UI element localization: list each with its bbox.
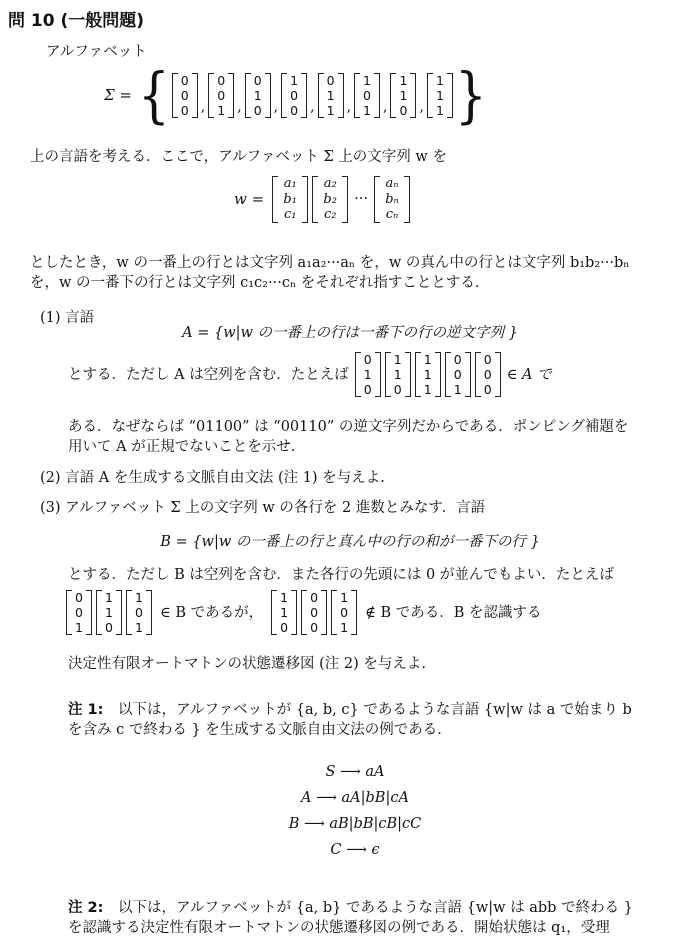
vector-entry: 1	[399, 87, 408, 103]
vector-entry: 1	[363, 102, 371, 118]
grammar-rule: B ⟶ aB|bB|cB|cC	[288, 816, 422, 832]
right-brace: }	[454, 60, 487, 130]
note1-head: 注 1:	[68, 702, 104, 718]
column-vector	[374, 176, 410, 223]
w-definition	[228, 176, 412, 223]
vector-entry: 0	[310, 590, 319, 605]
vector-entry: 1	[453, 382, 462, 397]
q3-line-2: とする．ただし B は空列を含む．また各行の先頭には 0 が並んでもよい．たとえば	[68, 567, 614, 583]
vector-entry: 0	[453, 352, 462, 367]
column-vector	[301, 590, 327, 635]
vector-entry: 1	[435, 102, 444, 118]
q3-line-1: (3) アルファベット Σ 上の文字列 w の各行を 2 進数とみなす．言語	[40, 500, 486, 516]
vector-entry: 1	[75, 620, 83, 635]
column-vector	[390, 73, 416, 118]
vector-entry: 0	[310, 605, 319, 620]
w-vector-list	[270, 176, 412, 223]
grammar-rule: C ⟶ ϵ	[330, 842, 380, 858]
column-vector	[96, 590, 122, 635]
vector-entry: 1	[393, 367, 402, 382]
vector-entry: 1	[135, 620, 143, 635]
q1-line-3: ある．なぜならば “01100” は “00110” の逆文字列だからである．ポンピング補題を	[68, 419, 629, 435]
vector-entry: 1	[423, 367, 432, 382]
column-vector	[208, 73, 234, 118]
vector-entry: 0	[290, 102, 299, 118]
comma-separator: ,	[310, 99, 315, 115]
q2-text: (2) 言語 A を生成する文脈自由文法 (注 1) を与えよ.	[40, 470, 385, 486]
q3-out-text: ∉ B である．B を認識する	[365, 604, 542, 621]
column-vector	[385, 352, 411, 397]
q3-line-4: 決定性有限オートマトンの状態遷移図 (注 2) を与えよ.	[68, 656, 426, 672]
vector-entry: 1	[340, 620, 349, 635]
vector-entry: cₙ	[385, 207, 399, 222]
vector-entry: 1	[280, 605, 289, 620]
vector-entry: 0	[253, 72, 262, 88]
column-vector	[245, 73, 271, 118]
vector-entry: 0	[310, 620, 319, 635]
q1-language-A: A = {w|w の一番上の行は一番下の行の逆文字列 }	[182, 325, 518, 341]
comma-separator: ,	[273, 99, 279, 115]
note1-line-1	[68, 700, 632, 720]
column-vector	[475, 352, 501, 397]
vector-entry: 1	[393, 352, 402, 367]
comma-separator: ,	[346, 99, 352, 115]
vector-entry: 0	[453, 367, 462, 382]
column-vector	[354, 73, 380, 118]
vector-entry: 0	[340, 605, 349, 620]
vector-entry: 0	[363, 382, 372, 397]
column-vector	[427, 73, 453, 118]
column-vector	[66, 590, 92, 635]
definition-line-1: としたとき，w の一番上の行とは文字列 a₁a₂···aₙ を，w の真ん中の行とは文字列 b₁b₂···bₙ	[30, 255, 630, 271]
q3-in-text: ∈ B であるが，	[160, 604, 264, 621]
note1-text-1: 以下は，アルファベットが {a, b, c} であるような言語 {w|w は a で始まり b	[118, 702, 632, 718]
grammar-rule: S ⟶ aA	[325, 764, 385, 780]
vector-entry: b₁	[283, 191, 297, 207]
vector-entry: 1	[363, 72, 371, 88]
vector-entry: b₂	[323, 191, 337, 207]
vector-entry: 1	[326, 102, 335, 118]
vector-entry: 0	[363, 87, 371, 103]
vector-entry: 1	[105, 605, 113, 620]
note2-head: 注 2:	[68, 900, 104, 916]
column-vector	[355, 352, 381, 397]
grammar-rule: A ⟶ aA|bB|cA	[301, 790, 409, 806]
ellipsis: ···	[354, 191, 369, 208]
q1-lead-text: とする．ただし A は空列を含む．たとえば	[68, 366, 349, 383]
column-vector	[312, 176, 348, 223]
vector-entry: 0	[253, 102, 262, 118]
comma-separator: ,	[200, 99, 206, 115]
vector-entry: 0	[75, 590, 83, 605]
intro-line: 上の言語を考える．ここで，アルファベット Σ 上の文字列 w を	[30, 149, 447, 165]
vector-entry: 1	[423, 382, 432, 397]
vector-entry: a₁	[283, 176, 297, 191]
sigma-definition	[98, 60, 487, 130]
vector-entry: 1	[363, 367, 372, 382]
vector-entry: 0	[483, 367, 492, 382]
column-vector	[281, 73, 307, 118]
vector-entry: 1	[280, 590, 289, 605]
column-vector	[445, 352, 471, 397]
vector-entry: 0	[135, 605, 143, 620]
vector-entry: c₁	[283, 207, 297, 222]
comma-separator: ,	[419, 99, 424, 115]
vector-entry: 1	[435, 72, 444, 88]
column-vector	[172, 73, 198, 118]
column-vector	[331, 590, 357, 635]
vector-entry: 0	[290, 87, 299, 103]
vector-entry: 0	[363, 352, 372, 367]
vector-entry: 1	[340, 590, 349, 605]
sigma-vector-list	[170, 73, 455, 118]
grammar-rules	[0, 762, 700, 860]
q3-example-row	[64, 590, 541, 635]
column-vector	[318, 73, 344, 118]
note2-line-2: を認識する決定性有限オートマトンの状態遷移図の例である．開始状態は q₁，受理	[68, 920, 610, 936]
column-vector	[126, 590, 152, 635]
column-vector	[415, 352, 441, 397]
vector-entry: 0	[326, 72, 335, 88]
note2-text-1: 以下は，アルファベットが {a, b} であるような言語 {w|w は abb で終わる }	[118, 900, 633, 916]
vector-entry: c₂	[323, 207, 337, 222]
q1-label: (1) 言語	[40, 310, 95, 326]
note2-line-1	[68, 898, 633, 918]
q3-member-vectors	[64, 590, 154, 635]
vector-entry: bₙ	[385, 191, 399, 207]
left-brace: {	[137, 60, 170, 130]
comma-separator: ,	[237, 99, 242, 115]
vector-entry: 0	[483, 382, 492, 397]
q1-example-row	[68, 352, 552, 397]
column-vector	[272, 176, 308, 223]
vector-entry: 0	[483, 352, 492, 367]
vector-entry: 0	[180, 87, 189, 103]
vector-entry: 1	[135, 590, 143, 605]
vector-entry: 0	[217, 87, 226, 103]
vector-entry: 1	[399, 72, 408, 88]
note1-line-2: を含み c で終わる } を生成する文脈自由文法の例である．	[68, 722, 452, 738]
q3-language-B: B = {w|w の一番上の行と真ん中の行の和が一番下の行 }	[160, 534, 540, 550]
vector-entry: 0	[75, 605, 83, 620]
vector-entry: 0	[393, 382, 402, 397]
comma-separator: ,	[383, 99, 388, 115]
q1-example-vectors	[353, 352, 503, 397]
vector-entry: 0	[180, 72, 189, 88]
vector-entry: 0	[280, 620, 289, 635]
vector-entry: aₙ	[385, 176, 399, 191]
alphabet-label: アルファベット	[46, 44, 147, 60]
vector-entry: 1	[253, 87, 262, 103]
column-vector	[271, 590, 297, 635]
vector-entry: 0	[399, 102, 408, 118]
w-symbol: w =	[234, 190, 265, 209]
vector-entry: 1	[435, 87, 444, 103]
vector-entry: 1	[217, 102, 226, 118]
sigma-symbol: Σ =	[104, 86, 132, 104]
problem-title: 問 10 (一般問題)	[8, 11, 145, 31]
vector-entry: 0	[105, 620, 113, 635]
vector-entry: 1	[326, 87, 335, 103]
vector-entry: 0	[180, 102, 189, 118]
vector-entry: a₂	[323, 176, 337, 191]
q1-line-4: 用いて A が正規でないことを示せ.	[68, 439, 296, 455]
q3-nonmember-vectors	[269, 590, 359, 635]
definition-line-2: を，w の一番下の行とは文字列 c₁c₂···cₙ をそれぞれ指すこととする．	[30, 275, 490, 291]
vector-entry: 1	[290, 72, 299, 88]
vector-entry: 1	[423, 352, 432, 367]
vector-entry: 1	[105, 590, 113, 605]
q1-tail-text: ∈ A で	[506, 366, 552, 383]
vector-entry: 0	[217, 72, 226, 88]
